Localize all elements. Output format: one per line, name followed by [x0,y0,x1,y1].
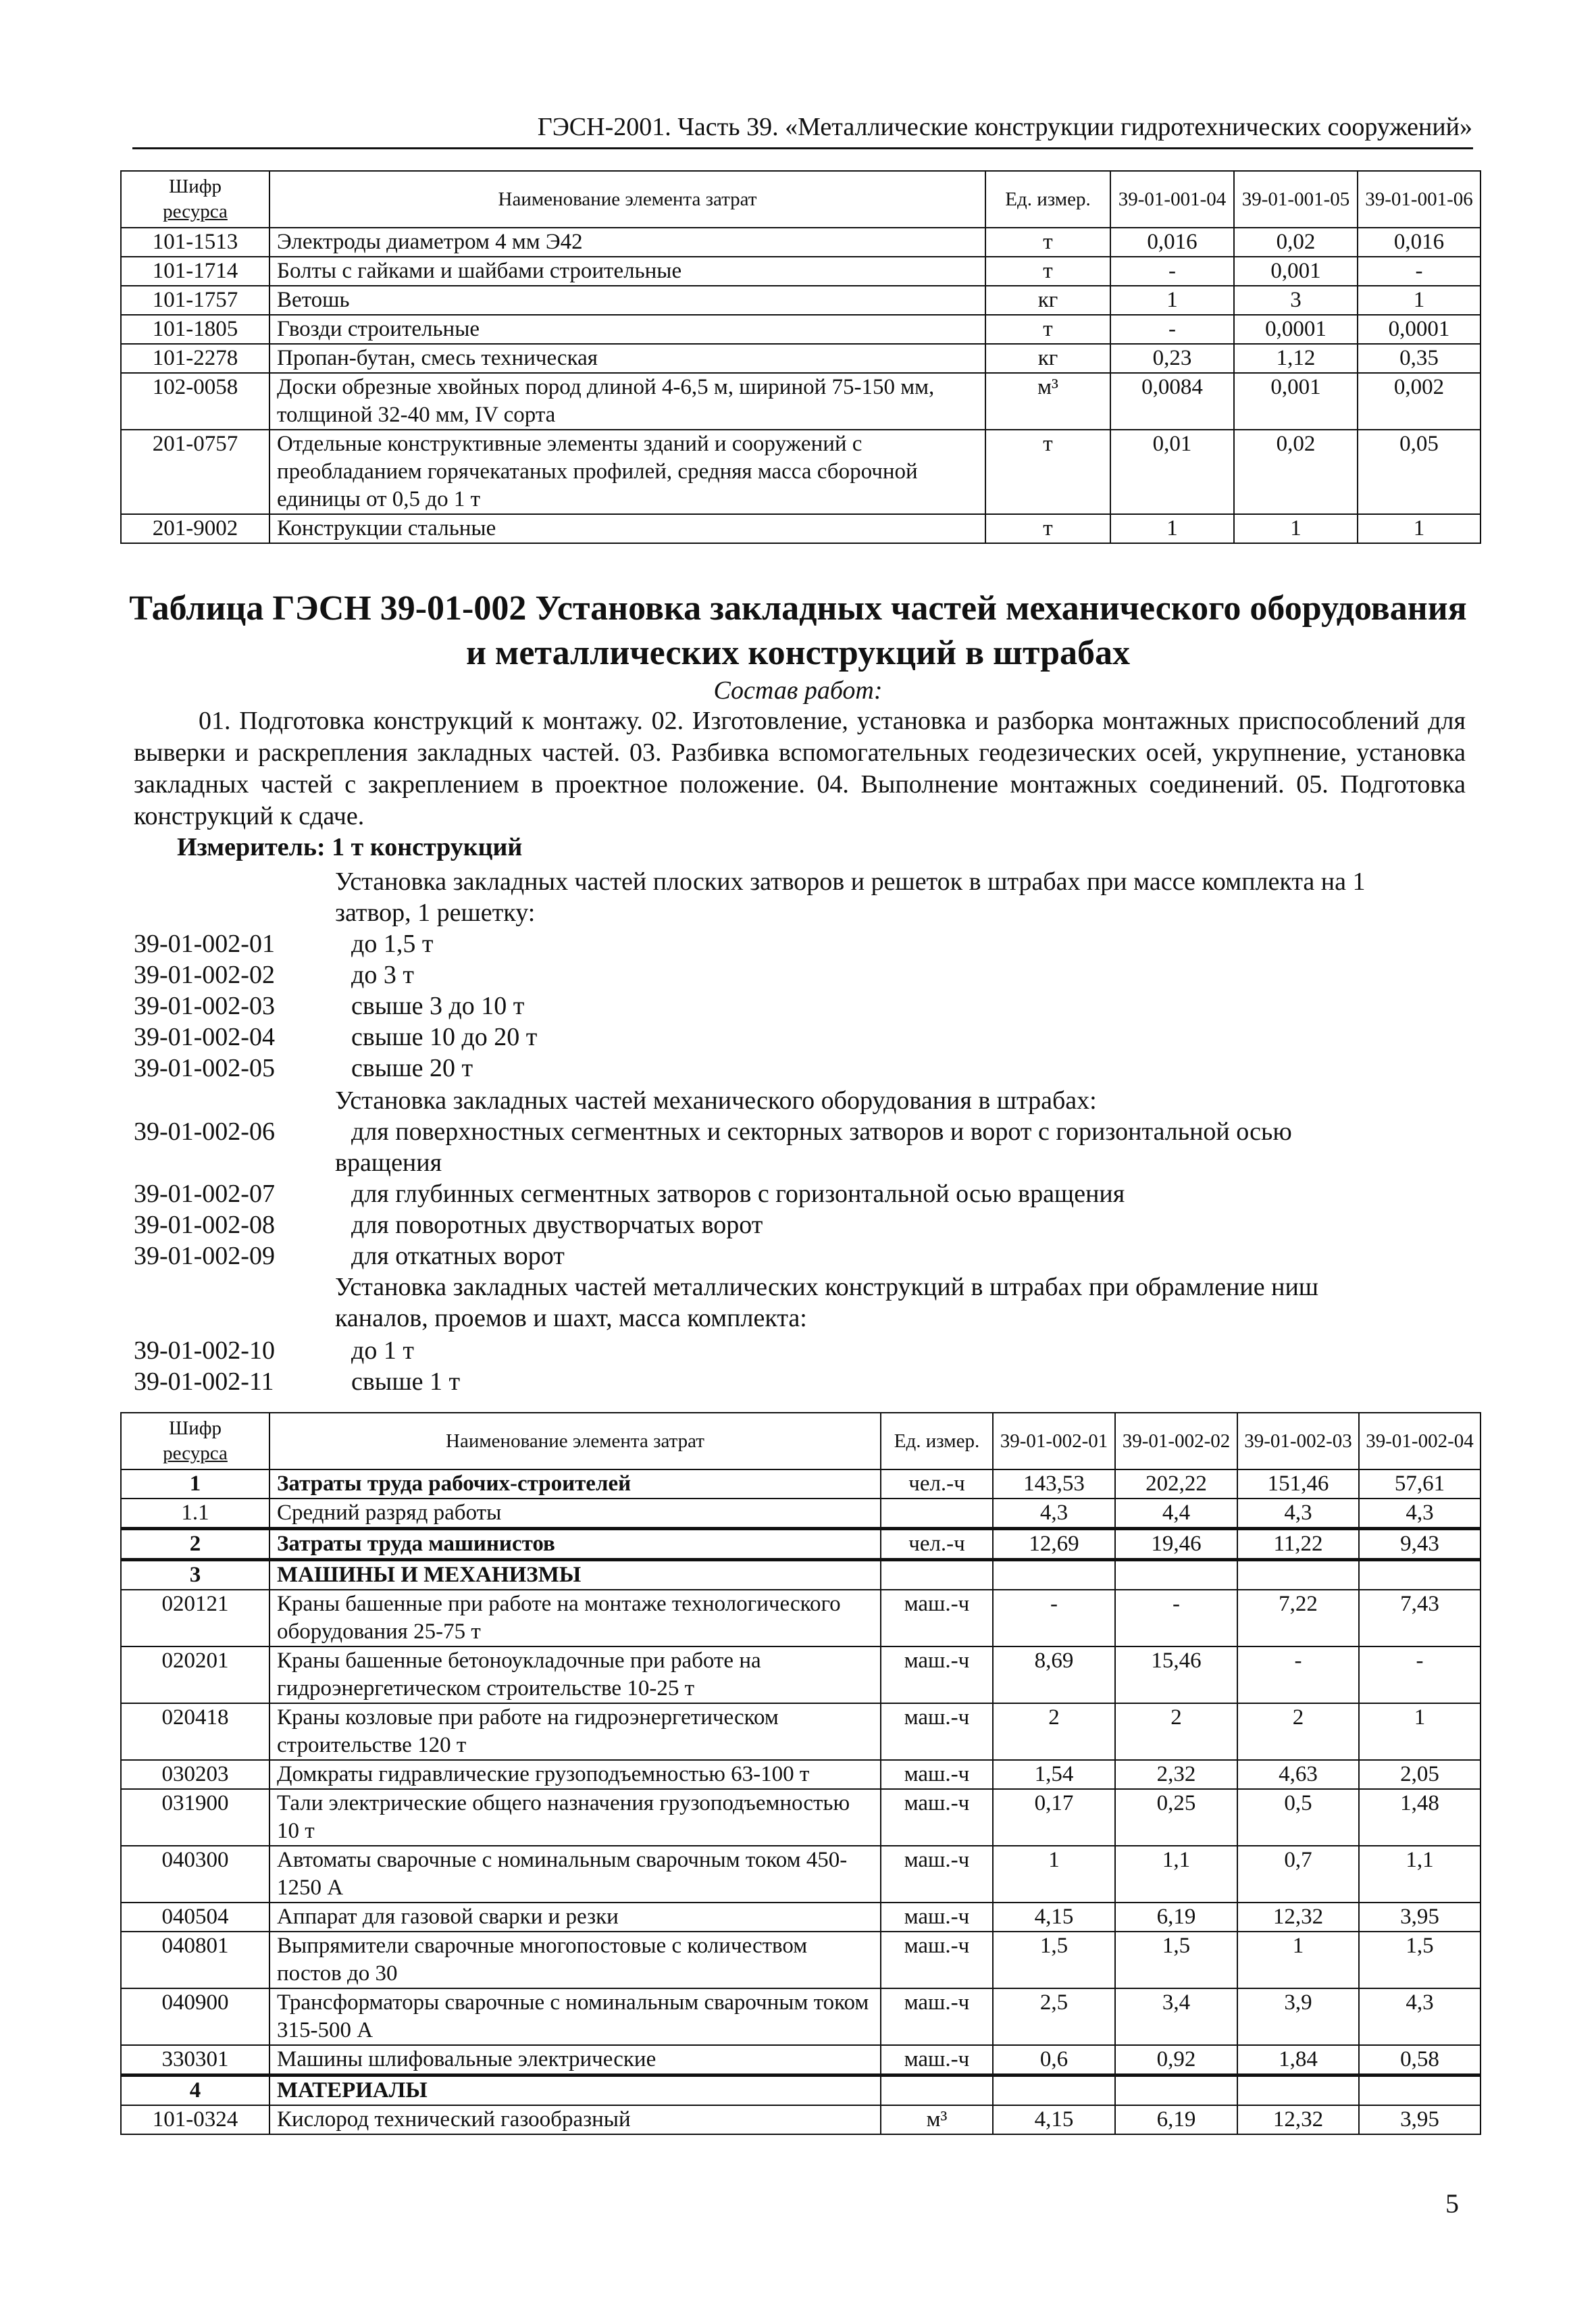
work-description: 01. Подготовка конструкций к монтажу. 02. Изготовление, установка и разборка монтажных приспособлений для выверки и раскрепления закладных частей. 03. Разбивка вспомогательных геодезических осей, укрупнение, установка закладных частей с закреплением в проектное положение. 04. Выполнение монтажных соединений. 05. Подготовка конструкций к сдаче. [134,707,1466,830]
norm-description: свыше 3 до 10 т [351,992,525,1020]
value-cell: - [1110,315,1234,344]
group2-header: Установка закладных частей механического оборудования в штрабах: [335,1086,1097,1115]
value-cell: 4,3 [1359,1988,1481,2045]
value-cell: 0,001 [1234,373,1358,430]
table-row [121,257,1481,286]
value-cell [993,1560,1115,1590]
value-cell [1115,1560,1237,1590]
norm-description: для поверхностных сегментных и секторных затворов и ворот с горизонтальной осью [351,1117,1292,1146]
norm-description: свыше 1 т [351,1367,461,1396]
value-cell: 143,53 [993,1469,1115,1499]
unit-cell: маш.-ч [881,1646,993,1703]
resource-name-cell: Ветошь [269,286,985,315]
unit-cell: т [985,228,1110,257]
resource-name-cell: Болты с гайками и шайбами строительные [269,257,985,286]
resource-code-cell: 330301 [121,2045,269,2076]
value-cell: 3,4 [1115,1988,1237,2045]
column-header-unit: Ед. измер. [985,171,1110,228]
resource-code-cell: 4 [121,2076,269,2106]
table-header-row [121,1413,1481,1469]
resource-code-cell: 040801 [121,1932,269,1988]
table-row [121,373,1481,430]
section-title: Таблица ГЭСН 39-01-002 Установка закладных частей механического оборудования и металлических конструкций в штрабах [129,589,1467,672]
resource-code-cell: 101-1757 [121,286,269,315]
unit-cell [881,1560,993,1590]
resource-name-cell: Краны козловые при работе на гидроэнергетическом строительстве 120 т [269,1703,881,1760]
group1-header-line2: затвор, 1 решетку: [335,899,536,927]
table-body [121,1469,1481,2134]
value-cell: 4,15 [993,2105,1115,2134]
resource-code-cell: 102-0058 [121,373,269,430]
norm-code: 39-01-002-04 [134,1023,275,1051]
running-header: ГЭСН-2001. Часть 39. «Металлические конструкции гидротехнических сооружений» [537,113,1472,141]
table-row [121,1646,1481,1703]
resource-code-cell: 020418 [121,1703,269,1760]
unit-cell: чел.-ч [881,1469,993,1499]
value-cell: 1,1 [1359,1846,1481,1903]
resource-name-cell: Пропан-бутан, смесь техническая [269,344,985,373]
resource-name-cell: Автоматы сварочные с номинальным сварочным током 450-1250 А [269,1846,881,1903]
value-cell: 1 [1234,514,1358,543]
value-cell: 7,22 [1237,1590,1359,1646]
value-cell: 1,5 [1359,1932,1481,1988]
resource-code-cell: 101-1805 [121,315,269,344]
header-rule [132,147,1473,149]
value-cell: 4,15 [993,1903,1115,1932]
column-header-code-04: 39-01-001-04 [1110,171,1234,228]
value-cell: 151,46 [1237,1469,1359,1499]
resource-code-cell: 1 [121,1469,269,1499]
resource-code-cell: 020121 [121,1590,269,1646]
value-cell: 1,84 [1237,2045,1359,2076]
unit-cell: т [985,514,1110,543]
norm-description: для откатных ворот [351,1242,565,1270]
value-cell: 8,69 [993,1646,1115,1703]
value-cell: 1,5 [993,1932,1115,1988]
group1-header-line1: Установка закладных частей плоских затворов и решеток в штрабах при массе комплекта на 1 [335,867,1366,896]
norm-description: свыше 10 до 20 т [351,1023,538,1051]
measure-unit: Измеритель: 1 т конструкций [177,833,523,861]
value-cell: - [1115,1590,1237,1646]
value-cell: 1 [1110,514,1234,543]
value-cell: 12,32 [1237,2105,1359,2134]
value-cell: 1,5 [1115,1932,1237,1988]
table-row [121,344,1481,373]
value-cell [993,2076,1115,2106]
unit-cell: маш.-ч [881,1903,993,1932]
table-row [121,228,1481,257]
unit-cell: т [985,315,1110,344]
value-cell: 0,35 [1358,344,1481,373]
resource-table-001 [120,170,1481,544]
value-cell: 0,02 [1234,228,1358,257]
norm-code: 39-01-002-09 [134,1242,275,1270]
value-cell: 0,0001 [1358,315,1481,344]
value-cell: 0,17 [993,1789,1115,1846]
unit-cell: м³ [881,2105,993,2134]
norm-code: 39-01-002-05 [134,1054,275,1082]
value-cell: 3,95 [1359,1903,1481,1932]
column-header-code-03: 39-01-002-03 [1237,1413,1359,1469]
page-number: 5 [1445,2188,1459,2219]
value-cell: 0,016 [1110,228,1234,257]
column-header-code: Шифр ресурса [121,171,269,228]
norm-code: 39-01-002-07 [134,1180,275,1208]
unit-cell: маш.-ч [881,1932,993,1988]
resource-name-cell: Отдельные конструктивные элементы зданий и сооружений с преобладанием горячекатаных профилей, средняя масса сборочной единицы от 0,5 до 1 т [269,430,985,514]
table-row [121,1499,1481,1529]
resource-code-cell: 040900 [121,1988,269,2045]
value-cell: 1 [1358,286,1481,315]
table-row [121,430,1481,514]
norm-code: 39-01-002-03 [134,992,275,1020]
norm-description: свыше 20 т [351,1054,473,1082]
resource-code-cell: 101-2278 [121,344,269,373]
unit-cell: маш.-ч [881,1988,993,2045]
table-row [121,1469,1481,1499]
norm-description: для глубинных сегментных затворов с горизонтальной осью вращения [351,1180,1125,1208]
value-cell: 2,32 [1115,1760,1237,1789]
value-cell: 0,25 [1115,1789,1237,1846]
value-cell: 6,19 [1115,1903,1237,1932]
table-row [121,2045,1481,2076]
value-cell: 0,001 [1234,257,1358,286]
resource-name-cell: Машины шлифовальные электрические [269,2045,881,2076]
value-cell: 3 [1234,286,1358,315]
resource-code-cell: 2 [121,1529,269,1560]
value-cell [1359,1560,1481,1590]
norm-code: 39-01-002-01 [134,930,275,958]
value-cell: 0,002 [1358,373,1481,430]
value-cell: 6,19 [1115,2105,1237,2134]
unit-cell: маш.-ч [881,1760,993,1789]
table-row [121,286,1481,315]
value-cell: 2 [993,1703,1115,1760]
value-cell: - [993,1590,1115,1646]
unit-cell: т [985,257,1110,286]
value-cell: 0,016 [1358,228,1481,257]
value-cell: 0,01 [1110,430,1234,514]
table-row [121,1529,1481,1560]
table-body [121,228,1481,543]
table-row [121,1932,1481,1988]
column-header-code-05: 39-01-001-05 [1234,171,1358,228]
group3-header-line1: Установка закладных частей металлических конструкций в штрабах при обрамление ниш [335,1273,1319,1301]
unit-cell: маш.-ч [881,1789,993,1846]
resource-name-cell: МАТЕРИАЛЫ [269,2076,881,2106]
value-cell: 0,6 [993,2045,1115,2076]
value-cell: 4,3 [1359,1499,1481,1529]
resource-code-cell: 101-1714 [121,257,269,286]
unit-cell: маш.-ч [881,1846,993,1903]
unit-cell: чел.-ч [881,1529,993,1560]
value-cell: 1,48 [1359,1789,1481,1846]
value-cell: 2 [1237,1703,1359,1760]
value-cell: 0,02 [1234,430,1358,514]
norm-description-continued: вращения [335,1149,442,1177]
group3-header-line2: каналов, проемов и шахт, масса комплекта: [335,1304,807,1332]
value-cell: 1 [1110,286,1234,315]
table-row [121,1760,1481,1789]
unit-cell: маш.-ч [881,1590,993,1646]
norm-code: 39-01-002-06 [134,1117,275,1146]
value-cell: 4,3 [993,1499,1115,1529]
column-header-code-06: 39-01-001-06 [1358,171,1481,228]
value-cell: - [1358,257,1481,286]
unit-cell [881,1499,993,1529]
value-cell: 1 [993,1846,1115,1903]
table-header-row [121,171,1481,228]
norm-description: до 1 т [351,1336,414,1365]
table-row [121,1789,1481,1846]
value-cell: 4,63 [1237,1760,1359,1789]
resource-name-cell: Тали электрические общего назначения грузоподъемностью 10 т [269,1789,881,1846]
norm-code: 39-01-002-10 [134,1336,275,1365]
value-cell: 0,0084 [1110,373,1234,430]
resource-code-cell: 101-1513 [121,228,269,257]
resource-code-cell: 031900 [121,1789,269,1846]
column-header-code-01: 39-01-002-01 [993,1413,1115,1469]
value-cell: 0,58 [1359,2045,1481,2076]
table-row [121,1846,1481,1903]
resource-name-cell: Трансформаторы сварочные с номинальным сварочным током 315-500 А [269,1988,881,2045]
value-cell [1237,2076,1359,2106]
resource-name-cell: Аппарат для газовой сварки и резки [269,1903,881,1932]
norm-code: 39-01-002-08 [134,1211,275,1239]
composition-label: Состав работ: [713,676,883,705]
value-cell: 1,12 [1234,344,1358,373]
resource-name-cell: Домкраты гидравлические грузоподъемностью 63-100 т [269,1760,881,1789]
unit-cell: кг [985,286,1110,315]
resource-name-cell: Гвозди строительные [269,315,985,344]
resource-code-cell: 040300 [121,1846,269,1903]
table-row [121,1703,1481,1760]
resource-code-cell: 3 [121,1560,269,1590]
resource-name-cell: Средний разряд работы [269,1499,881,1529]
resource-code-cell: 201-9002 [121,514,269,543]
table-row [121,1590,1481,1646]
table-row [121,1903,1481,1932]
unit-cell: т [985,430,1110,514]
value-cell: 12,69 [993,1529,1115,1560]
unit-cell: маш.-ч [881,2045,993,2076]
resource-code-cell: 1.1 [121,1499,269,1529]
value-cell: 2 [1115,1703,1237,1760]
value-cell: 9,43 [1359,1529,1481,1560]
resource-table-002 [120,1412,1481,2135]
column-header-code-02: 39-01-002-02 [1115,1413,1237,1469]
value-cell: 15,46 [1115,1646,1237,1703]
value-cell: 1,1 [1115,1846,1237,1903]
value-cell: - [1110,257,1234,286]
column-header-name: Наименование элемента затрат [269,171,985,228]
column-header-unit: Ед. измер. [881,1413,993,1469]
resource-name-cell: Электроды диаметром 4 мм Э42 [269,228,985,257]
value-cell: 4,4 [1115,1499,1237,1529]
value-cell: 3,95 [1359,2105,1481,2134]
value-cell: 1 [1359,1703,1481,1760]
value-cell: 0,5 [1237,1789,1359,1846]
resource-name-cell: Доски обрезные хвойных пород длиной 4-6,5 м, шириной 75-150 мм, толщиной 32-40 мм, IV сорта [269,373,985,430]
column-header-code: Шифр ресурса [121,1413,269,1469]
value-cell: - [1359,1646,1481,1703]
value-cell: 0,23 [1110,344,1234,373]
value-cell: 1 [1358,514,1481,543]
norm-description: до 3 т [351,961,414,989]
table-row [121,1560,1481,1590]
value-cell: 12,32 [1237,1903,1359,1932]
resource-code-cell: 020201 [121,1646,269,1703]
column-header-name: Наименование элемента затрат [269,1413,881,1469]
value-cell: - [1237,1646,1359,1703]
resource-code-cell: 030203 [121,1760,269,1789]
table-row [121,2105,1481,2134]
resource-name-cell: Краны башенные при работе на монтаже технологического оборудования 25-75 т [269,1590,881,1646]
value-cell: 19,46 [1115,1529,1237,1560]
resource-name-cell: МАШИНЫ И МЕХАНИЗМЫ [269,1560,881,1590]
value-cell: 2,05 [1359,1760,1481,1789]
table-row [121,514,1481,543]
resource-name-cell: Краны башенные бетоноукладочные при работе на гидроэнергетическом строительстве 10-25 т [269,1646,881,1703]
norm-code: 39-01-002-02 [134,961,275,989]
column-header-code-04: 39-01-002-04 [1359,1413,1481,1469]
resource-code-cell: 040504 [121,1903,269,1932]
value-cell: 0,05 [1358,430,1481,514]
resource-code-cell: 101-0324 [121,2105,269,2134]
norm-description: до 1,5 т [351,930,434,958]
unit-cell: маш.-ч [881,1703,993,1760]
table-row [121,2076,1481,2106]
value-cell: 1 [1237,1932,1359,1988]
value-cell [1237,1560,1359,1590]
value-cell: 2,5 [993,1988,1115,2045]
unit-cell: кг [985,344,1110,373]
value-cell: 57,61 [1359,1469,1481,1499]
table-row [121,1988,1481,2045]
resource-name-cell: Затраты труда рабочих-строителей [269,1469,881,1499]
value-cell [1359,2076,1481,2106]
table-row [121,315,1481,344]
resource-name-cell: Выпрямители сварочные многопостовые с количеством постов до 30 [269,1932,881,1988]
unit-cell [881,2076,993,2106]
value-cell: 1,54 [993,1760,1115,1789]
value-cell: 0,0001 [1234,315,1358,344]
resource-name-cell: Конструкции стальные [269,514,985,543]
value-cell: 3,9 [1237,1988,1359,2045]
resource-name-cell: Кислород технический газообразный [269,2105,881,2134]
resource-code-cell: 201-0757 [121,430,269,514]
value-cell: 0,7 [1237,1846,1359,1903]
norm-description: для поворотных двустворчатых ворот [351,1211,763,1239]
value-cell: 202,22 [1115,1469,1237,1499]
value-cell: 7,43 [1359,1590,1481,1646]
value-cell [1115,2076,1237,2106]
norm-code: 39-01-002-11 [134,1367,274,1396]
value-cell: 0,92 [1115,2045,1237,2076]
value-cell: 11,22 [1237,1529,1359,1560]
resource-name-cell: Затраты труда машинистов [269,1529,881,1560]
unit-cell: м³ [985,373,1110,430]
value-cell: 4,3 [1237,1499,1359,1529]
